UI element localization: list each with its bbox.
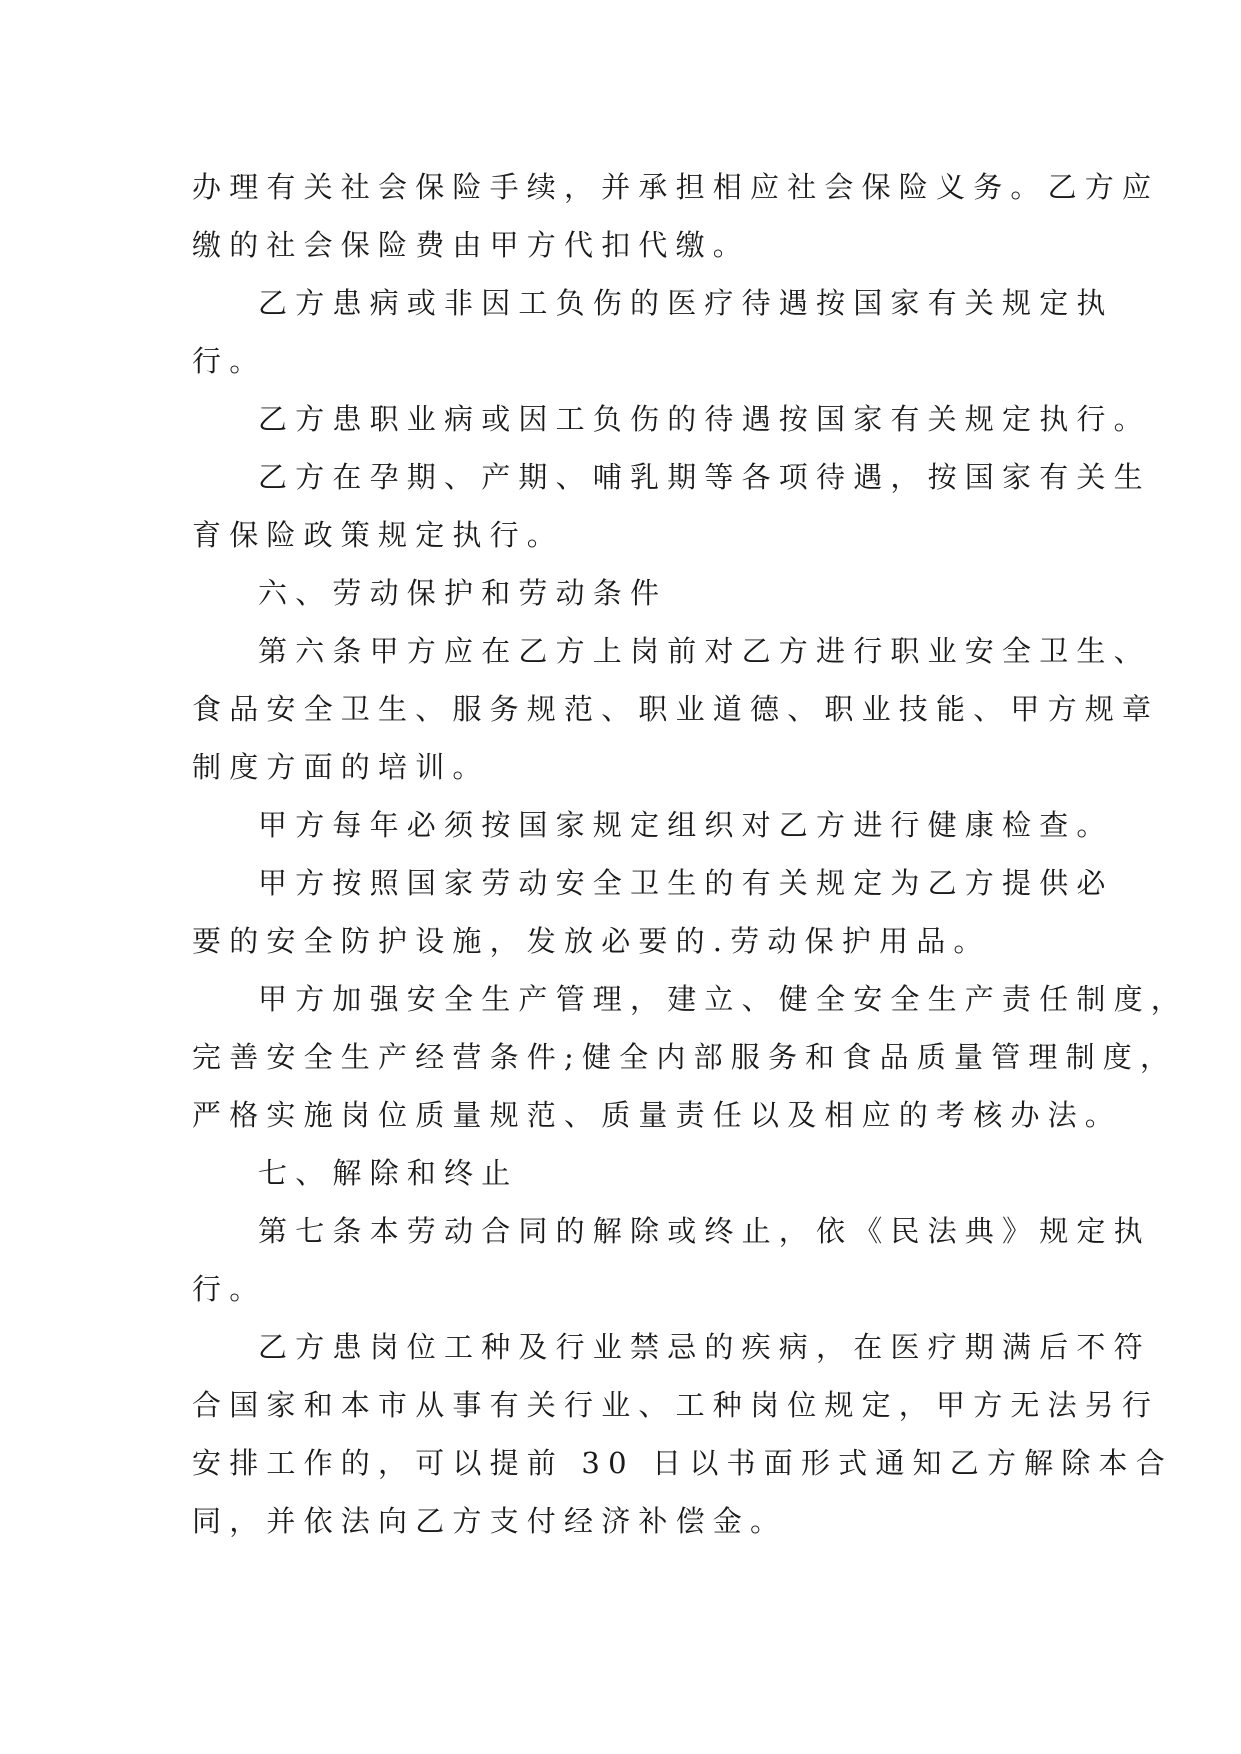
text-line: 行。 — [192, 1272, 267, 1306]
text-line: 乙方患岗位工种及行业禁忌的疾病，在医疗期满后不符 — [258, 1330, 1151, 1364]
text-line: 严格实施岗位质量规范、质量责任以及相应的考核办法。 — [192, 1098, 1123, 1132]
document-body — [192, 158, 1189, 1550]
text-line: 制度方面的培训。 — [192, 750, 490, 784]
text-line: 办理有关社会保险手续，并承担相应社会保险义务。乙方应 — [192, 170, 1160, 204]
section-heading: 六、劳动保护和劳动条件 — [258, 576, 668, 610]
text-line: 合国家和本市从事有关行业、工种岗位规定，甲方无法另行 — [192, 1388, 1160, 1422]
text-line: 乙方患职业病或因工负伤的待遇按国家有关规定执行。 — [258, 402, 1151, 436]
text-line: 甲方加强安全生产管理，建立、健全安全生产责任制度， — [258, 982, 1189, 1016]
text-line: 育保险政策规定执行。 — [192, 518, 565, 552]
text-line: 乙方患病或非因工负伤的医疗待遇按国家有关规定执 — [258, 286, 1114, 320]
text-line: 食品安全卫生、服务规范、职业道德、职业技能、甲方规章 — [192, 692, 1160, 726]
text-line: 第七条本劳动合同的解除或终止，依《民法典》规定执 — [258, 1214, 1151, 1248]
section-heading: 七、解除和终止 — [258, 1156, 519, 1190]
text-line: 第六条甲方应在乙方上岗前对乙方进行职业安全卫生、 — [258, 634, 1151, 668]
text-line: 乙方在孕期、产期、哺乳期等各项待遇，按国家有关生 — [258, 460, 1151, 494]
text-line: 完善安全生产经营条件;健全内部服务和食品质量管理制度， — [192, 1040, 1178, 1074]
text-line: 安排工作的，可以提前 30 日以书面形式通知乙方解除本合 — [192, 1446, 1173, 1480]
text-line: 甲方按照国家劳动安全卫生的有关规定为乙方提供必 — [258, 866, 1114, 900]
text-line: 同，并依法向乙方支付经济补偿金。 — [192, 1504, 788, 1538]
text-line: 要的安全防护设施，发放必要的.劳动保护用品。 — [192, 924, 991, 958]
text-line: 缴的社会保险费由甲方代扣代缴。 — [192, 228, 751, 262]
text-line: 甲方每年必须按国家规定组织对乙方进行健康检查。 — [258, 808, 1114, 842]
text-line: 行。 — [192, 344, 267, 378]
